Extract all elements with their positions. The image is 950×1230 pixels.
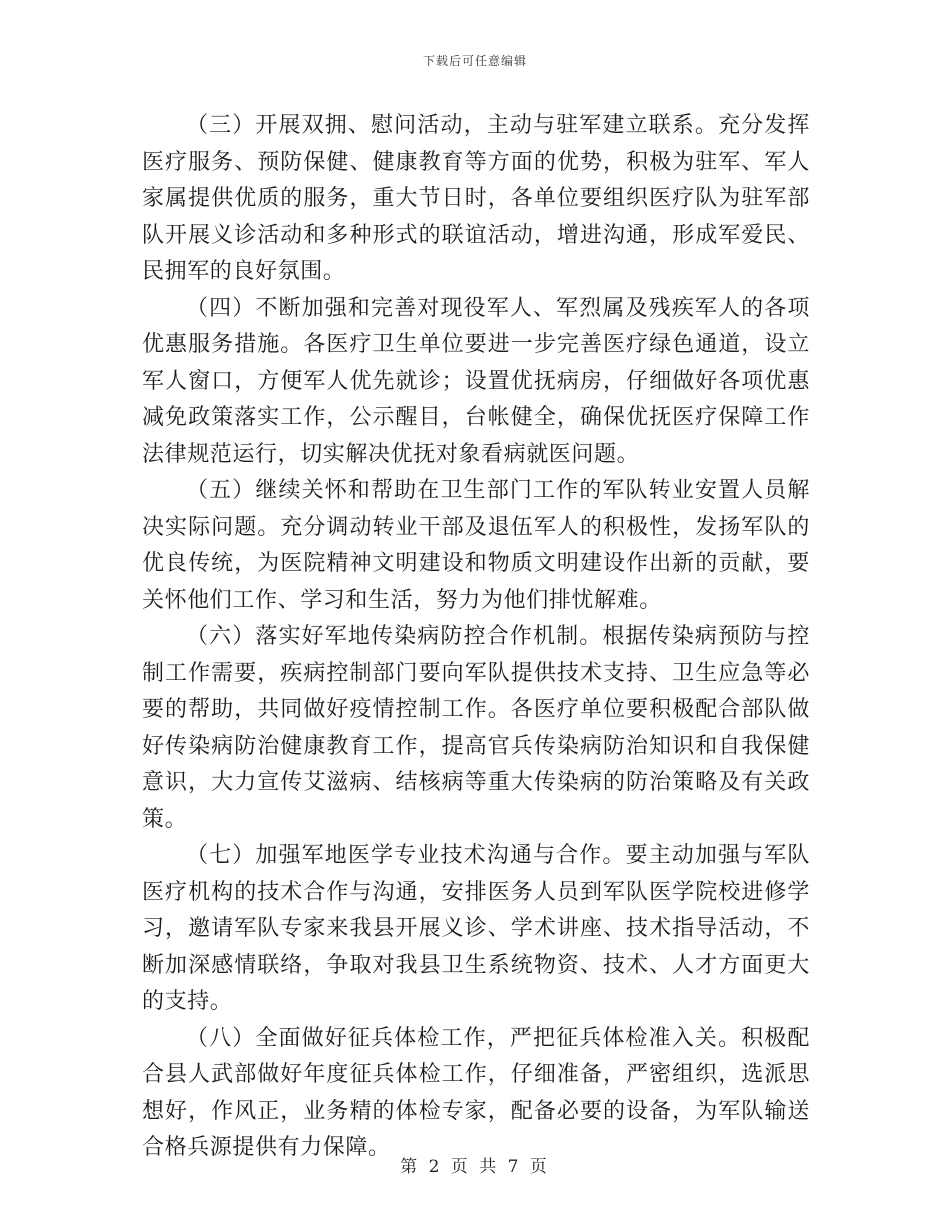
paragraph-3: （三）开展双拥、慰问活动，主动与驻军建立联系。充分发挥医疗服务、预防保健、健康教育等方面的优势，积极为驻军、军人家属提供优质的服务，重大节日时，各单位要组织医疗队为驻军部队开展义诊活动和多种形式的联谊活动，增进沟通，形成军爱民、民拥军的良好氛围。 (142, 113, 810, 284)
document-body (142, 108, 810, 1167)
page-header: 下载后可任意编辑 (422, 54, 527, 68)
paragraph-5: （五）继续关怀和帮助在卫生部门工作的军队转业安置人员解决实际问题。充分调动转业干部及退伍军人的积极性，发扬军队的优良传统，为医院精神文明建设和物质文明建设作出新的贡献，要关怀他们工作、学习和生活，努力为他们排忧解难。 (142, 478, 810, 613)
page-number-footer: 第 2 页 共 7 页 (400, 1157, 550, 1177)
paragraph-4: （四）不断加强和完善对现役军人、军烈属及残疾军人的各项优惠服务措施。各医疗卫生单位要进一步完善医疗绿色通道，设立军人窗口，方便军人优先就诊；设置优抚病房，仔细做好各项优惠减免政策落实工作，公示醒目，台帐健全，确保优抚医疗保障工作法律规范运行，切实解决优抚对象看病就医问题。 (142, 295, 810, 467)
paragraph-6: （六）落实好军地传染病防控合作机制。根据传染病预防与控制工作需要，疾病控制部门要向军队提供技术支持、卫生应急等必要的帮助，共同做好疫情控制工作。各医疗单位要积极配合部队做好传染病防治健康教育工作，提高官兵传染病防治知识和自我保健意识，大力宣传艾滋病、结核病等重大传染病的防治策略及有关政策。 (142, 624, 810, 832)
paragraph-8: （八）全面做好征兵体检工作，严把征兵体检准入关。积极配合县人武部做好年度征兵体检工作，仔细准备，严密组织，选派思想好，作风正，业务精的体检专家，配备必要的设备，为军队输送合格兵源提供有力保障。 (142, 1025, 810, 1160)
paragraph-7: （七）加强军地医学专业技术沟通与合作。要主动加强与军队医疗机构的技术合作与沟通，安排医务人员到军队医学院校进修学习，邀请军队专家来我县开展义诊、学术讲座、技术指导活动，不断加深感情联络，争取对我县卫生系统物资、技术、人才方面更大的支持。 (142, 843, 810, 1014)
